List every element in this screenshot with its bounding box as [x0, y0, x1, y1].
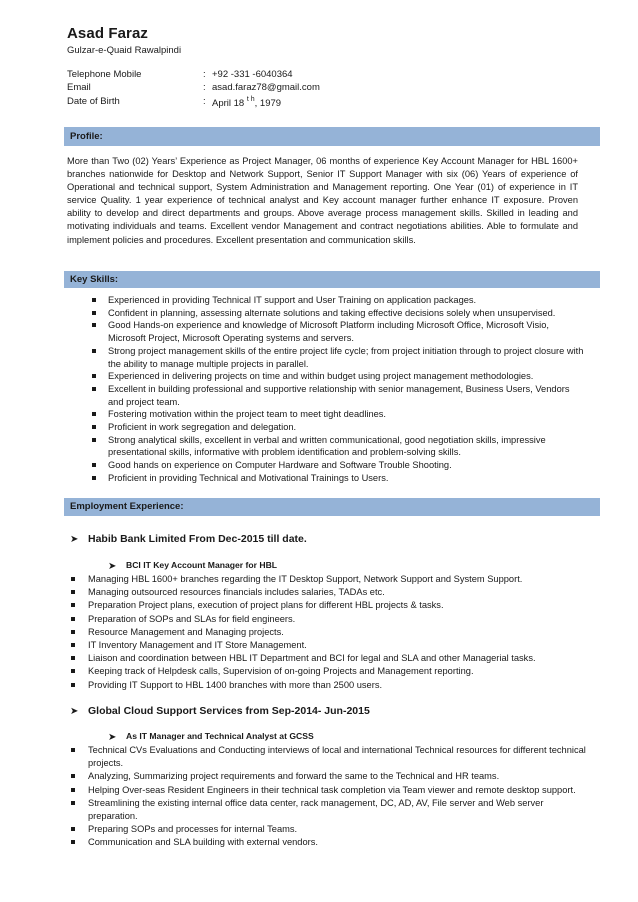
list-item: [92, 472, 586, 485]
contact-colon: :: [203, 82, 206, 93]
duty-text: Providing IT Support to HBL 1400 branches with more than 2500 users.: [88, 679, 383, 690]
role-title: As IT Manager and Technical Analyst at GCSS: [126, 731, 314, 741]
arrow-bullet-icon: ➤: [70, 706, 79, 717]
list-item: [92, 434, 586, 459]
duties-list: [71, 744, 586, 850]
list-item: [71, 652, 586, 665]
bullet-icon: [92, 323, 96, 327]
duty-text: Preparing SOPs and processes for internal Teams.: [88, 824, 298, 835]
arrow-bullet-icon: ➤: [108, 561, 117, 572]
employer-title: Habib Bank Limited From Dec-2015 till date.: [88, 533, 307, 545]
duty-text: Preparation Project plans, execution of project plans for different HBL projects & tasks.: [88, 600, 444, 611]
skills-heading: Key Skills:: [64, 271, 600, 288]
bullet-icon: [71, 840, 75, 844]
skill-text: Good Hands-on experience and knowledge of Microsoft Platform including Microsoft Office, Microsoft Visio, Microsoft Project, Microsoft Operating systems and servers.: [108, 320, 549, 344]
duty-text: Technical CVs Evaluations and Conducting interviews of local and international Technical resources for different technical projects.: [88, 745, 586, 769]
dob-value: [212, 96, 281, 109]
bullet-icon: [92, 425, 96, 429]
bullet-icon: [71, 748, 75, 752]
skill-text: Good hands on experience on Computer Hardware and Software Trouble Shooting.: [108, 460, 452, 471]
skill-text: Proficient in work segregation and delegation.: [108, 422, 297, 433]
skill-text: Proficient in providing Technical and Motivational Trainings to Users.: [108, 472, 389, 483]
contact-colon: :: [203, 96, 206, 107]
list-item: [92, 307, 586, 320]
list-item: [92, 383, 586, 408]
list-item: [71, 586, 586, 599]
bullet-icon: [71, 683, 75, 687]
list-item: [71, 823, 586, 836]
duty-text: IT Inventory Management and IT Store Management.: [88, 640, 307, 651]
candidate-address: Gulzar-e-Quaid Rawalpindi: [67, 45, 182, 56]
list-item: [92, 294, 586, 307]
list-item: [71, 599, 586, 612]
skills-list: [92, 294, 586, 485]
list-item: [92, 408, 586, 421]
list-item: [71, 665, 586, 678]
duty-text: Resource Management and Managing projects.: [88, 626, 284, 637]
dob-year: , 1979: [254, 98, 282, 109]
duty-text: Liaison and coordination between HBL IT Department and BCI for legal and SLA and other Managerial tasks.: [88, 653, 536, 664]
skill-text: Experienced in providing Technical IT support and User Training on application packages.: [108, 295, 477, 305]
bullet-icon: [92, 438, 96, 442]
bullet-icon: [71, 774, 75, 778]
phone-value: +92 -331 -6040364: [212, 69, 293, 80]
list-item: [71, 744, 586, 770]
list-item: [71, 573, 586, 586]
duty-text: Streamlining the existing internal office data center, rack management, DC, AD, AV, File server and Web server preparation.: [88, 797, 544, 822]
employment-heading: Employment Experience:: [64, 498, 600, 516]
list-item: [92, 345, 586, 370]
contact-label: Date of Birth: [67, 96, 120, 107]
contact-label: Telephone Mobile: [67, 69, 142, 80]
list-item: [92, 421, 586, 434]
skill-text: Strong project management skills of the entire project life cycle; from project initiation through to project closure with the ability to manage multiple projects in parallel.: [108, 345, 584, 369]
dob-day: April 18: [212, 98, 245, 109]
bullet-icon: [71, 590, 75, 594]
bullet-icon: [71, 801, 75, 805]
duty-text: Preparation of SOPs and SLAs for field engineers.: [88, 613, 296, 624]
duties-list: [71, 573, 586, 692]
dob-suffix: t h: [246, 96, 255, 103]
list-item: [71, 639, 586, 652]
bullet-icon: [71, 617, 75, 621]
list-item: [71, 770, 586, 783]
list-item: [71, 797, 586, 823]
bullet-icon: [71, 630, 75, 634]
bullet-icon: [92, 349, 96, 353]
skill-text: Confident in planning, assessing alternate solutions and taking effective decisions solely when unsupervised.: [108, 307, 556, 318]
bullet-icon: [71, 656, 75, 660]
bullet-icon: [71, 669, 75, 673]
employer-title: Global Cloud Support Services from Sep-2014- Jun-2015: [88, 705, 370, 717]
profile-text: More than Two (02) Years’ Experience as Project Manager, 06 months of experience Key Account Manager for HBL 1600+ branches nationwide for Desktop and Network Support, Senior IT Support Manager with six (06) Years of experience of Operational and technical support, System Administration and Management reporting. One Year (01) of experience in IT service Quality. 1 year experience of technical analyst and Key account manager further enhance IT exposure. Proven ability to develop and direct departments and groups. Above average process management skills. Skilled in leading and motivating individuals and teams. Excellent vendor Management and contract negotiations abilities. Able to formulate and implement policies and procedures. Excellent presentation and communication skills.: [67, 156, 578, 245]
list-item: [71, 626, 586, 639]
list-item: [92, 319, 586, 344]
profile-heading: Profile:: [64, 127, 600, 146]
bullet-icon: [71, 827, 75, 831]
bullet-icon: [92, 374, 96, 378]
skill-text: Fostering motivation within the project team to meet tight deadlines.: [108, 409, 387, 420]
bullet-icon: [71, 577, 75, 581]
duty-text: Keeping track of Helpdesk calls, Supervision of on-going Projects and Management reporting.: [88, 666, 474, 677]
bullet-icon: [92, 476, 96, 480]
bullet-icon: [92, 463, 96, 467]
bullet-icon: [71, 603, 75, 607]
arrow-bullet-icon: ➤: [108, 732, 117, 743]
bullet-icon: [92, 412, 96, 416]
candidate-name: Asad Faraz: [67, 25, 149, 42]
list-item: [71, 784, 586, 797]
bullet-icon: [92, 298, 96, 302]
list-item: [71, 679, 586, 692]
duty-text: Managing HBL 1600+ branches regarding the IT Desktop Support, Network Support and System Support.: [88, 574, 523, 584]
skill-text: Experienced in delivering projects on time and within budget using project management methodologies.: [108, 371, 534, 382]
skill-text: Strong analytical skills, excellent in verbal and written communicational, good negotiation skills, impressive presentational skills, informative with problem identification and problem-solving skills.: [108, 434, 546, 458]
bullet-icon: [71, 788, 75, 792]
list-item: [71, 613, 586, 626]
duty-text: Communication and SLA building with external vendors.: [88, 837, 318, 848]
arrow-bullet-icon: ➤: [70, 534, 79, 545]
bullet-icon: [71, 643, 75, 647]
bullet-icon: [92, 311, 96, 315]
contact-label: Email: [67, 82, 91, 93]
bullet-icon: [92, 387, 96, 391]
duty-text: Helping Over-seas Resident Engineers in their technical task completion via Team viewer and remote desktop support.: [88, 784, 576, 795]
role-title: BCI IT Key Account Manager for HBL: [126, 560, 278, 570]
list-item: [92, 370, 586, 383]
list-item: [92, 459, 586, 472]
duty-text: Managing outsourced resources financials includes salaries, TADAs etc.: [88, 587, 385, 598]
contact-colon: :: [203, 69, 206, 80]
duty-text: Analyzing, Summarizing project requirements and forward the same to the Technical and HR teams.: [88, 771, 500, 782]
email-value: asad.faraz78@gmail.com: [212, 82, 320, 93]
list-item: [71, 836, 586, 849]
skill-text: Excellent in building professional and supportive relationship with senior management, Business Users, Vendors and project team.: [108, 383, 570, 407]
